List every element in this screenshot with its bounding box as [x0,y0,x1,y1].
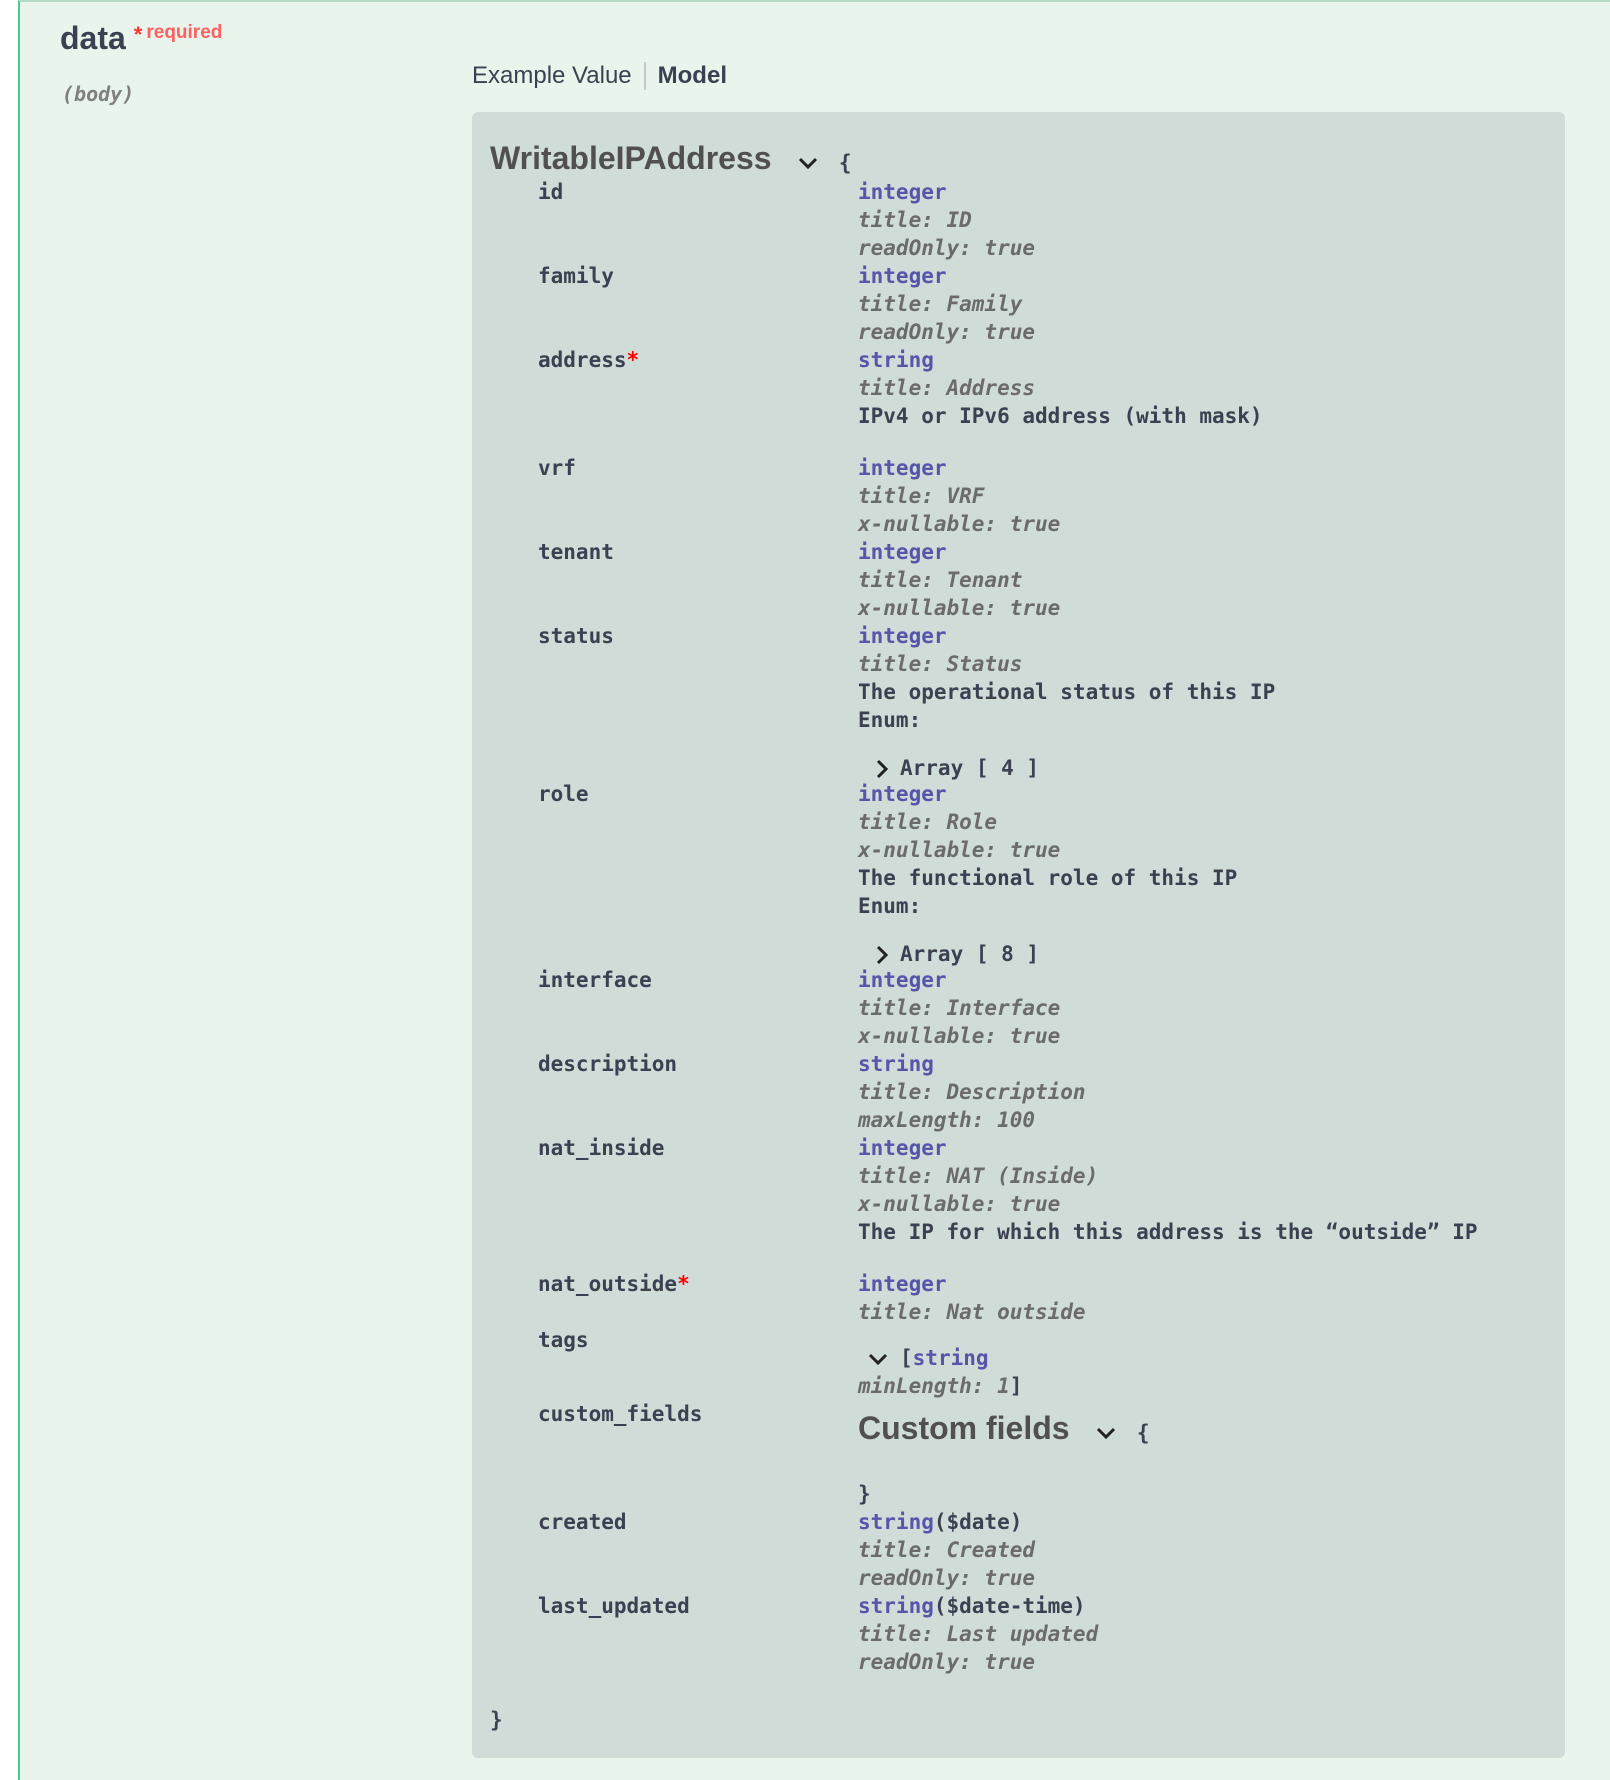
property-description: The IP for which this address is the “outside” IP [858,1220,1478,1244]
property-type: integer [858,264,947,288]
property-type-line [858,1510,1022,1534]
property-meta: title: VRF [858,484,985,508]
array-close-bracket: ] [1009,1374,1023,1398]
property-meta: title: Tenant [858,568,1023,592]
property-name: created [538,1510,627,1534]
property-meta: x-nullable: true [858,838,1061,862]
tab-example-value[interactable]: Example Value [472,62,632,89]
property-name: custom_fields [538,1402,703,1426]
property-meta: title: NAT (Inside) [858,1164,1099,1188]
parameter-name-text: data [60,20,126,56]
property-meta: maxLength: 100 [858,1108,1036,1132]
property-description: The operational status of this IP [858,680,1276,704]
property-meta: title: Address [858,376,1036,400]
model-box [472,112,1565,1758]
property-name: tags [538,1328,589,1352]
enum-array-toggle[interactable] [876,942,1039,966]
property-name: vrf [538,456,576,480]
array-item-meta: minLength: 1 [858,1374,1010,1398]
property-type: integer [858,782,947,806]
tab-divider [644,62,646,90]
property-name: interface [538,968,652,992]
model-open-brace: { [838,151,852,175]
parameter-name [60,20,222,57]
chevron-down-icon[interactable] [868,1352,888,1366]
property-name: description [538,1052,678,1076]
property-meta: title: Family [858,292,1023,316]
chevron-down-icon[interactable] [1096,1426,1116,1440]
property-type: integer [858,456,947,480]
model-header[interactable] [490,140,852,177]
submodel-close-brace: } [858,1482,871,1506]
property-format: ($date) [933,1510,1023,1534]
property-meta: x-nullable: true [858,1024,1061,1048]
property-meta: readOnly: true [858,1650,1036,1674]
property-meta: readOnly: true [858,236,1036,260]
array-item-type: string [912,1346,989,1370]
enum-array-toggle[interactable] [876,756,1039,780]
custom-fields-header[interactable] [858,1410,1150,1447]
model-title: WritableIPAddress [490,140,772,176]
required-star: * [133,22,143,47]
property-meta: x-nullable: true [858,596,1061,620]
property-type: integer [858,1136,947,1160]
property-meta: title: Created [858,1538,1036,1562]
property-name: nat_inside [538,1136,665,1160]
required-label: required [146,22,223,43]
property-name: role [538,782,589,806]
property-name-required [538,348,639,372]
model-close-brace: } [490,1708,503,1732]
tags-array-toggle[interactable] [868,1346,989,1370]
required-star: * [626,348,640,372]
chevron-right-icon[interactable] [876,945,888,965]
property-meta: title: Interface [858,996,1061,1020]
property-meta: x-nullable: true [858,1192,1061,1216]
property-type: integer [858,968,947,992]
property-name: family [538,264,614,288]
array-open-bracket: [ [900,1346,913,1370]
chevron-down-icon[interactable] [798,156,818,170]
property-type: string [858,1052,934,1076]
property-meta: title: Nat outside [858,1300,1086,1324]
parameter-location: (body) [62,82,135,106]
property-meta: title: Status [858,652,1023,676]
property-type: string [858,348,934,372]
submodel-open-brace: { [1136,1421,1150,1445]
property-name: last_updated [538,1594,690,1618]
property-name: id [538,180,564,204]
submodel-title: Custom fields [858,1410,1070,1446]
property-name: status [538,624,614,648]
array-item-meta-line [858,1374,1022,1398]
tab-model[interactable]: Model [657,62,727,89]
property-meta: title: ID [858,208,972,232]
parameter-row [18,0,1610,1780]
property-name-text: address [538,348,627,372]
property-type: integer [858,1272,947,1296]
property-type-line [858,1594,1086,1618]
property-meta: title: Last updated [858,1622,1099,1646]
property-meta: title: Role [858,810,998,834]
property-description: IPv4 or IPv6 address (with mask) [858,404,1263,428]
chevron-right-icon[interactable] [876,759,888,779]
property-name-required [538,1272,690,1296]
property-type: string [858,1510,934,1534]
property-type: integer [858,180,947,204]
model-tabs [472,62,727,90]
enum-label: Enum: [858,894,922,918]
enum-label: Enum: [858,708,922,732]
property-type: string [858,1594,934,1618]
property-meta: title: Description [858,1080,1086,1104]
property-type: integer [858,540,947,564]
property-meta: readOnly: true [858,320,1036,344]
enum-array-label: Array [ 8 ] [900,942,1040,966]
property-meta: readOnly: true [858,1566,1036,1590]
property-format: ($date-time) [933,1594,1086,1618]
property-meta: x-nullable: true [858,512,1061,536]
property-name: tenant [538,540,614,564]
enum-array-label: Array [ 4 ] [900,756,1040,780]
property-name-text: nat_outside [538,1272,678,1296]
property-type: integer [858,624,947,648]
property-description: The functional role of this IP [858,866,1238,890]
required-star: * [677,1272,690,1296]
